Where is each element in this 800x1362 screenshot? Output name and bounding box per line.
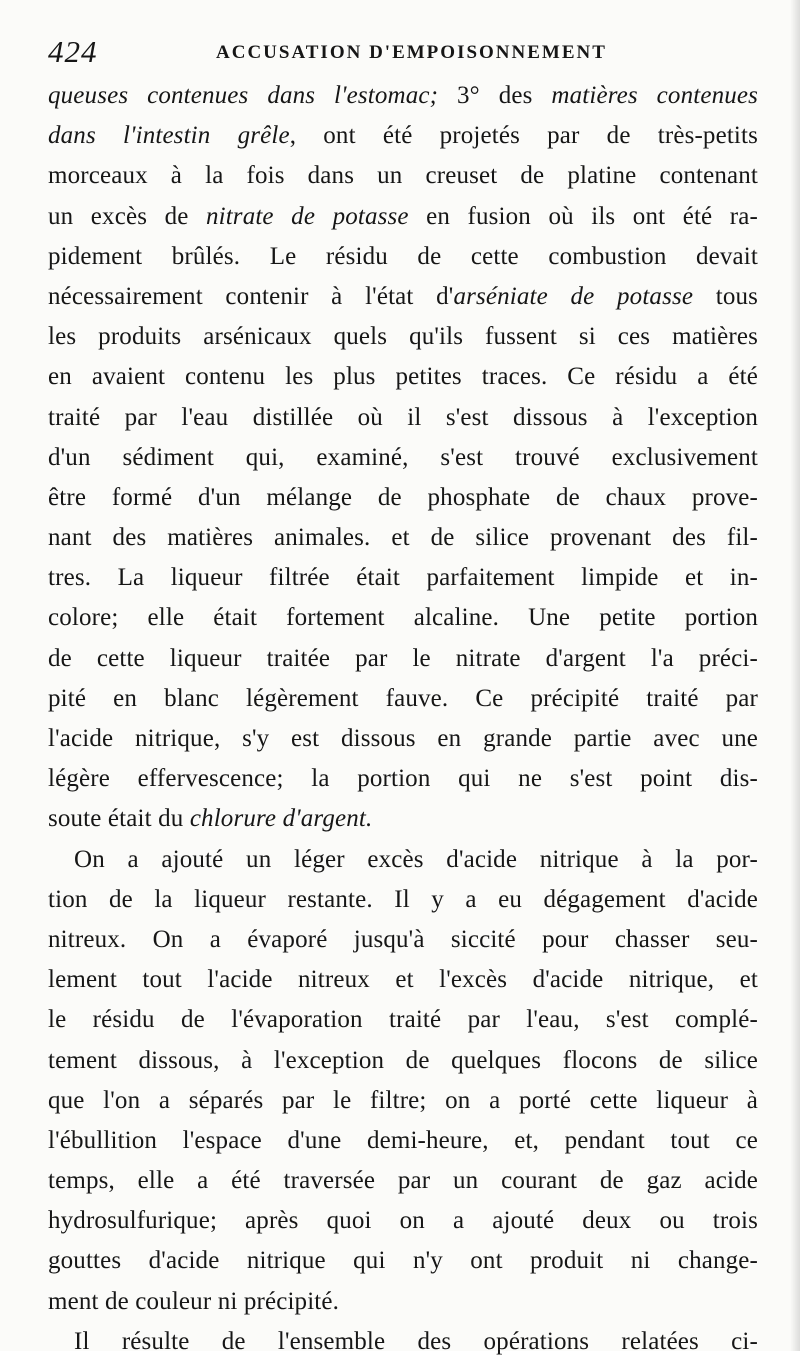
text-segment: de cette liqueur traitée par le nitrate d'argent l'a préci- [48, 644, 758, 672]
text-line [48, 357, 758, 397]
text-line [48, 317, 758, 357]
text-segment: tion de la liqueur restante. Il y a eu dégagement d'acide [48, 885, 758, 913]
text-line [48, 1322, 758, 1362]
italic-text-segment: chlorure d'argent. [189, 805, 373, 833]
text-line [48, 1121, 758, 1161]
text-segment: tement dissous, à l'exception de quelques flocons de silice [48, 1046, 758, 1074]
text-line [48, 1241, 758, 1281]
text-line [48, 1000, 758, 1040]
text-segment: colore; elle était fortement alcaline. Une petite portion [48, 604, 758, 632]
text-line [48, 197, 758, 237]
italic-text-segment: arséniate de potasse [453, 282, 694, 310]
text-line [48, 598, 758, 638]
text-line [48, 398, 758, 438]
text-segment: traité par l'eau distillée où il s'est dissous à l'exception [48, 403, 758, 431]
text-segment: le résidu de l'évaporation traité par l'eau, s'est complé- [48, 1006, 758, 1034]
text-line [48, 759, 758, 799]
text-segment: morceaux à la fois dans un creuset de platine contenant [48, 162, 758, 190]
text-line [48, 518, 758, 558]
text-segment: , ont été projetés par de très-petits [289, 122, 758, 150]
text-line [48, 920, 758, 960]
text-line [48, 1201, 758, 1241]
text-line [48, 1282, 758, 1322]
text-segment: être formé d'un mélange de phosphate de chaux prove- [48, 483, 758, 511]
text-line [48, 438, 758, 478]
text-segment: soute était du [48, 805, 190, 833]
text-segment: pidement brûlés. Le résidu de cette combustion devait [48, 242, 758, 270]
text-line [48, 679, 758, 719]
text-line [48, 478, 758, 518]
text-segment: un excès de [48, 202, 206, 230]
text-segment: en fusion où ils ont été ra- [408, 202, 758, 230]
text-segment: en avaient contenu les plus petites traces. Ce résidu a été [48, 363, 758, 391]
text-segment: tous [693, 282, 758, 310]
running-title: ACCUSATION D'EMPOISONNEMENT [216, 42, 607, 63]
text-segment: les produits arsénicaux quels qu'ils fussent si ces matières [48, 323, 758, 351]
text-segment: légère effervescence; la portion qui ne s'est point dis- [48, 765, 758, 793]
text-line [48, 799, 758, 839]
text-line [48, 156, 758, 196]
italic-text-segment: matières contenues [551, 82, 758, 109]
text-segment: On a ajouté un léger excès d'acide nitrique à la por- [74, 845, 758, 873]
text-segment: temps, elle a été traversée par un courant de gaz acide [48, 1167, 758, 1195]
text-line [48, 719, 758, 759]
text-segment: d'un sédiment qui, examiné, s'est trouvé exclusivement [48, 443, 758, 471]
text-segment: tres. La liqueur filtrée était parfaitement limpide et in- [48, 564, 758, 592]
text-segment: l'acide nitrique, s'y est dissous en grande partie avec une [48, 725, 758, 752]
text-segment: hydrosulfurique; après quoi on a ajouté deux ou trois [48, 1207, 758, 1235]
text-line [48, 880, 758, 920]
text-segment: gouttes d'acide nitrique qui n'y ont produit ni change- [48, 1247, 758, 1275]
text-line [48, 1041, 758, 1081]
italic-text-segment: queuses contenues dans l'estomac; [48, 82, 439, 109]
text-line [48, 840, 758, 880]
text-line [48, 1081, 758, 1121]
text-line [48, 558, 758, 598]
text-line [48, 237, 758, 277]
text-segment: que l'on a séparés par le filtre; on a porté cette liqueur à [48, 1086, 758, 1114]
text-line [48, 639, 758, 679]
text-segment: nitreux. On a évaporé jusqu'à siccité pour chasser seu- [48, 925, 758, 953]
italic-text-segment: nitrate de potasse [205, 202, 409, 230]
text-line [48, 76, 758, 116]
page-edge-shadow [790, 0, 800, 1351]
text-line [48, 277, 758, 317]
text-segment: nécessairement contenir à l'état d' [48, 282, 454, 310]
text-segment: l'ébullition l'espace d'une demi-heure, et, pendant tout ce [48, 1126, 758, 1154]
page-number: 424 [48, 34, 98, 69]
text-segment: ment de couleur ni précipité. [48, 1287, 340, 1315]
text-segment: pité en blanc légèrement fauve. Ce précipité traité par [48, 684, 758, 712]
body-text [48, 76, 758, 1362]
text-line [48, 116, 758, 156]
text-segment: 3° des [438, 82, 552, 109]
running-head [48, 34, 768, 74]
text-segment: Il résulte de l'ensemble des opérations relatées ci- [74, 1327, 758, 1355]
text-line [48, 1161, 758, 1201]
text-segment: nant des matières animales. et de silice provenant des fil- [48, 524, 758, 552]
italic-text-segment: dans l'intestin grêle [48, 122, 290, 150]
text-segment: lement tout l'acide nitreux et l'excès d'acide nitrique, et [48, 966, 758, 994]
text-line [48, 960, 758, 1000]
